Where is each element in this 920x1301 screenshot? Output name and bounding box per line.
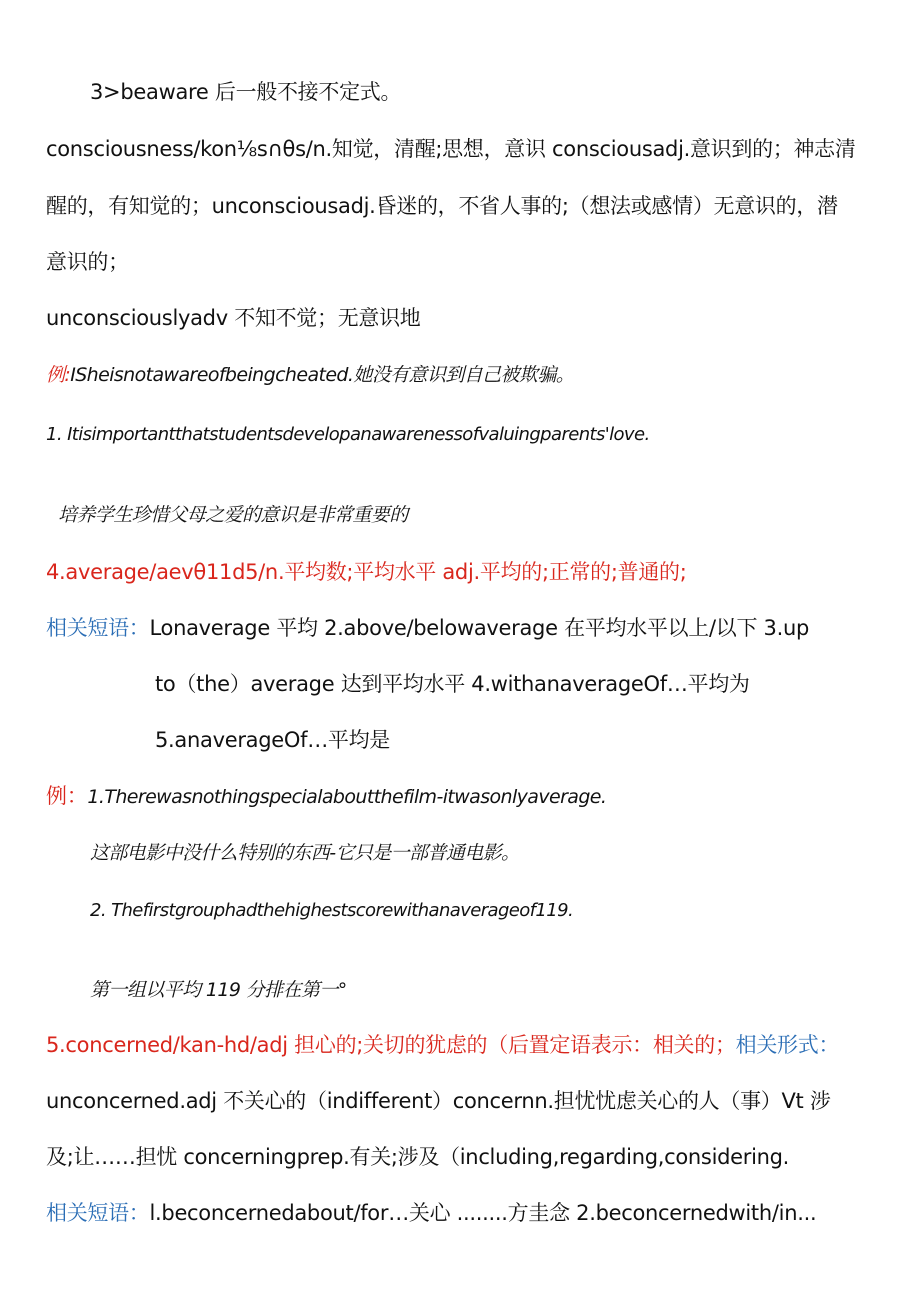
example-group: 2. Thefirstgrouphadthehighestscorewithanaverageof119. bbox=[90, 900, 574, 921]
example-cheated bbox=[46, 360, 574, 390]
phrases-label: 相关短语： bbox=[46, 616, 150, 640]
example-awareness: 1. Itisimportantthatstudentsdevelopanawarenessofvaluingparents'love. bbox=[46, 424, 650, 445]
phrases-concerned bbox=[46, 1198, 816, 1228]
example-sentence: 1.Therewasnothingspecialaboutthefilm-itwasonlyaverage. bbox=[87, 786, 607, 808]
entry-concerned-heading bbox=[46, 1030, 839, 1060]
entry-unconsciously: unconsciouslyadv 不知不觉；无意识地 bbox=[46, 306, 421, 330]
phrases-average-cont1: to（the）average 达到平均水平 4.withanaverageOf…平均为 bbox=[155, 672, 750, 696]
phrases-average bbox=[46, 613, 809, 643]
example-label: 例： bbox=[46, 784, 88, 808]
example-sentence: ISheisnotawareofbeingcheated.她没有意识到自己被欺骗。 bbox=[70, 364, 575, 386]
example-film-translation: 这部电影中没什么特别的东西-它只是一部普通电影。 bbox=[90, 842, 520, 864]
example-film bbox=[46, 781, 606, 812]
note-beaware: 3>beaware 后一般不接不定式。 bbox=[90, 80, 402, 104]
entry-average-heading: 4.average/aevθ11d5/n.平均数;平均水平 adj.平均的;正常的;普通的; bbox=[46, 560, 687, 584]
entry-concerning: 及;让……担忧 concerningprep.有关;涉及（including,regarding,considering. bbox=[46, 1145, 790, 1169]
entry-unconcerned: unconcerned.adj 不关心的（indifferent）concernn.担忧忧虑关心的人（事）Vt 涉 bbox=[46, 1089, 831, 1113]
entry-concerned-text: 5.concerned/kan-hd/adj 担心的;关切的犹虑的（后置定语表示：相关的； bbox=[46, 1033, 736, 1057]
example-label: 例: bbox=[46, 364, 71, 386]
phrases-text: Lonaverage 平均 2.above/belowaverage 在平均水平以上/以下 3.up bbox=[149, 616, 809, 640]
phrases-label: 相关短语： bbox=[46, 1201, 150, 1225]
related-forms-label: 相关形式： bbox=[735, 1033, 840, 1057]
entry-consciousness: consciousness/kon⅛s∩θs/n.知觉，清醒;思想，意识 consciousadj.意识到的；神志清 bbox=[46, 137, 856, 161]
phrases-text: l.beconcernedabout/for…关心 ........方圭念 2.beconcernedwith/in... bbox=[149, 1201, 817, 1225]
example-awareness-translation: 培养学生珍惜父母之爱的意识是非常重要的 bbox=[58, 504, 408, 526]
entry-consciousness-cont2: 意识的； bbox=[46, 250, 129, 274]
entry-consciousness-cont1: 醒的，有知觉的；unconsciousadj.昏迷的，不省人事的;（想法或感情）无意识的，潜 bbox=[46, 194, 838, 218]
phrases-average-cont2: 5.anaverageOf…平均是 bbox=[155, 728, 391, 752]
example-group-translation: 第一组以平均 119 分排在第一° bbox=[90, 979, 347, 1001]
